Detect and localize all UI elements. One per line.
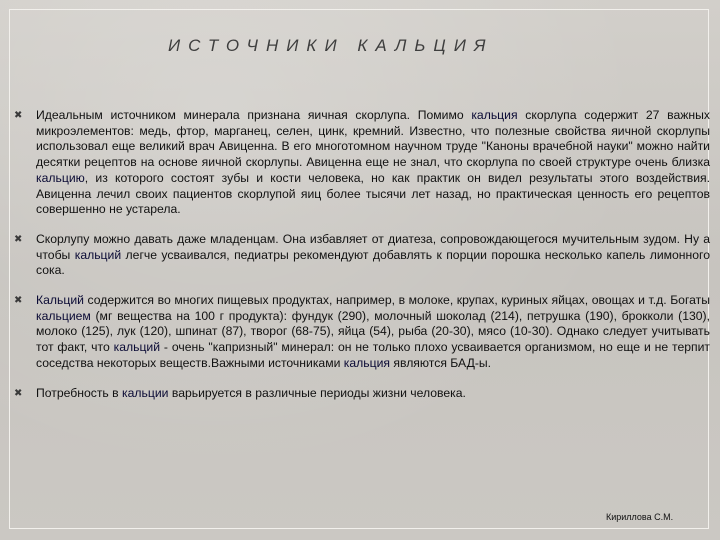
keyword: кальцию xyxy=(36,170,85,185)
text-segment: - очень "капризный" минерал: он не только плохо усваивается организмом, но еще и не терпит соседства некоторых веществ.Важными источниками xyxy=(36,340,710,370)
bullet-text xyxy=(36,108,710,218)
bullet-item xyxy=(14,108,710,218)
text-segment: являются БАД-ы. xyxy=(390,355,492,370)
keyword: кальции xyxy=(122,385,169,400)
x-mark-icon: ✖ xyxy=(14,295,23,307)
text-segment: Скорлупу можно давать даже младенцам. Она избавляет от диатеза, сопровождающегося мучительным зудом. Ну а чтобы xyxy=(36,231,710,262)
bullet-text xyxy=(36,293,710,372)
keyword: кальция xyxy=(471,108,518,122)
text-segment: Потребность в xyxy=(36,385,123,400)
x-mark-icon: ✖ xyxy=(14,110,23,121)
bullet-item xyxy=(14,232,710,279)
keyword: кальция xyxy=(343,355,391,370)
text-segment: Идеальным источником минерала признана яичная скорлупа. Помимо xyxy=(36,108,472,122)
keyword: кальций xyxy=(74,247,122,262)
slide-title: ИСТОЧНИКИ КАЛЬЦИЯ xyxy=(168,36,494,55)
bullet-text xyxy=(36,386,710,402)
keyword: Кальций xyxy=(36,293,84,308)
x-mark-icon: ✖ xyxy=(14,233,23,245)
text-segment: скорлупа содержит 27 важных микроэлементов: медь, фтор, марганец, селен, цинк, кремний. Известно, что полезные свойства яичной скорлупы использовал еще великий врач Авиценна. В его многотомном научном труде "Каноны врачебной науки" можно найти десятки рецептов на основе яичной скорлупы. Авиценна еще не знал, что скорлупа по своей структуре очень близка xyxy=(36,108,710,170)
bullet-item xyxy=(14,293,710,372)
keyword: кальцием xyxy=(36,308,91,323)
text-segment: (мг вещества на 100 г продукта): фундук (290), молочный шоколад (214), петрушка (190), брокколи (130), молоко (125), лук (120), шпинат (87), творог (68-75), яйца (54), рыба (20-30), мясо (10-30). Однако следует учитывать тот факт, что xyxy=(36,308,710,355)
text-segment: варьируется в различные периоды жизни человека. xyxy=(168,385,466,400)
author-credit: Кириллова С.М. xyxy=(606,512,674,522)
bullet-list xyxy=(14,108,710,401)
text-segment: легче усваивался, педиатры рекомендуют добавлять к порции порошка несколько капель лимонного сока. xyxy=(36,247,711,278)
bullet-text xyxy=(36,232,710,279)
keyword: кальций xyxy=(113,340,161,355)
x-mark-icon: ✖ xyxy=(14,387,23,399)
bullet-item xyxy=(14,386,710,402)
text-segment: , из которого состоят зубы и кости человека, но как практик он видел результаты этого воздействия. Авиценна лечил своих пациентов скорлупой яиц более тысячи лет назад, но практическая ценность его рецептов совершенно не устарела. xyxy=(36,170,710,217)
text-segment: содержится во многих пищевых продуктах, например, в молоке, крупах, куриных яйцах, овощах и т.д. Богаты xyxy=(83,293,710,308)
